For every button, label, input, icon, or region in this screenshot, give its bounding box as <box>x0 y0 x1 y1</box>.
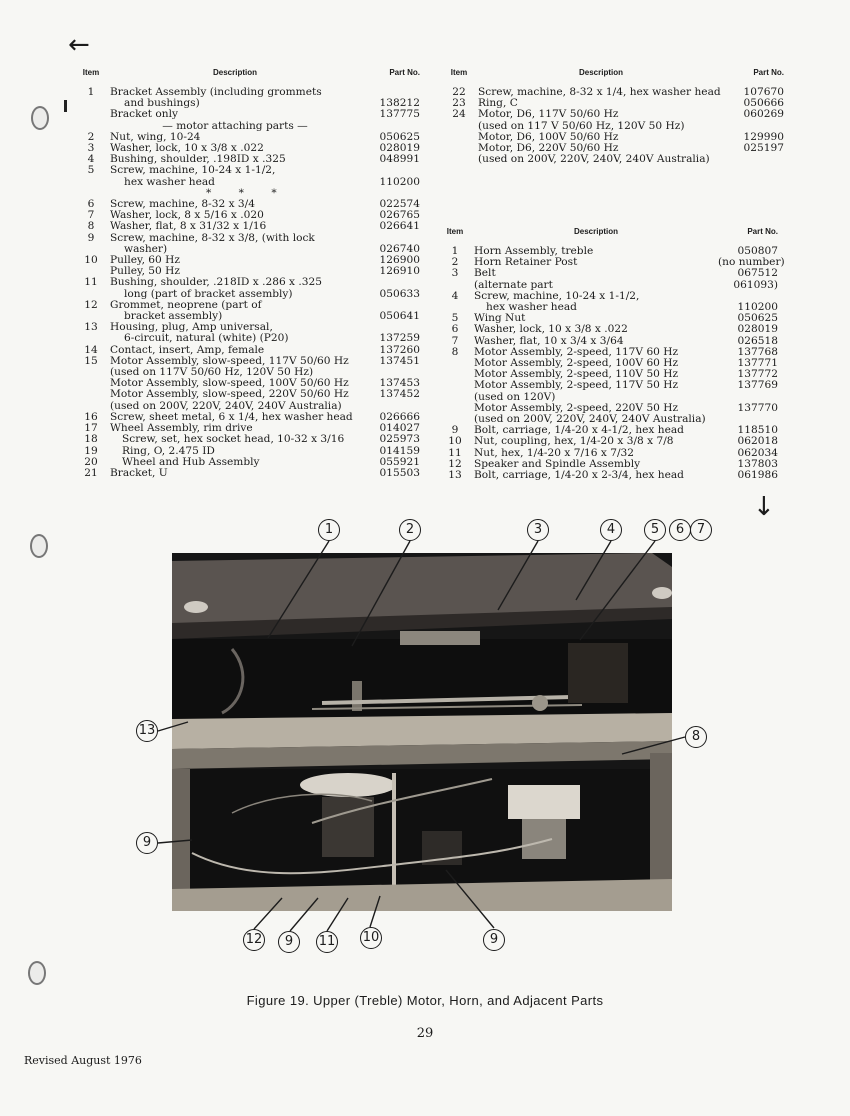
item-number: 5 <box>87 164 95 177</box>
part-number: 126900 <box>379 254 420 267</box>
item-number: 17 <box>84 422 98 435</box>
part-number: (no number) <box>718 256 785 269</box>
item-description: Horn Retainer Post <box>474 257 578 269</box>
item-description: long (part of bracket assembly) <box>124 288 293 300</box>
item-description: Bracket Assembly (including grommets <box>110 87 322 98</box>
item-description: Motor, D6, 100V 50/60 Hz <box>478 131 619 143</box>
part-number: 137803 <box>737 457 778 470</box>
item-description: Screw, machine, 8-32 x 3/8, (with lock <box>110 232 315 244</box>
item-description: Wing Nut <box>474 313 526 325</box>
item-description: Screw, machine, 10-24 x 1-1/2, <box>110 165 276 177</box>
part-number: 126910 <box>379 265 420 278</box>
part-number: 026641 <box>379 220 420 233</box>
item-description: (used on 200V, 220V, 240V, 240V Australia) <box>110 400 342 412</box>
item-description: Washer, lock, 8 x 5/16 x .020 <box>110 210 264 222</box>
item-number: 11 <box>448 446 462 459</box>
part-number: 050633 <box>379 287 420 300</box>
item-description: Speaker and Spindle Assembly <box>474 458 641 470</box>
item-number: 6 <box>451 323 459 336</box>
item-description: Motor Assembly, slow-speed, 220V 50/60 Hz <box>110 389 349 401</box>
callout-3: 3 <box>527 519 549 541</box>
item-description: Pulley, 50 Hz <box>110 266 180 278</box>
item-number: 13 <box>84 321 98 334</box>
item-description: Bolt, carriage, 1/4-20 x 2-3/4, hex head <box>474 470 684 482</box>
item-number: 12 <box>448 457 462 470</box>
callout-6: 6 <box>669 519 691 541</box>
part-number: 028019 <box>737 323 778 336</box>
item-description: Wheel and Hub Assembly <box>122 456 260 468</box>
item-description: Contact, insert, Amp, female <box>110 344 265 356</box>
item-description: Ring, O, 2.475 ID <box>122 445 215 457</box>
item-description: (used on 117 V 50/60 Hz, 120V 50 Hz) <box>478 120 685 132</box>
description-header: Description <box>578 68 623 77</box>
item-number: 20 <box>84 455 98 468</box>
item-description: Housing, plug, Amp universal, <box>110 322 273 334</box>
item-description: Bushing, shoulder, .218ID x .286 x .325 <box>110 277 322 289</box>
item-description: Bolt, carriage, 1/4-20 x 4-1/2, hex head <box>474 425 684 437</box>
part-number: 107670 <box>743 86 784 98</box>
item-description: (alternate part <box>474 279 553 291</box>
part-number: 137260 <box>379 343 420 356</box>
item-number: 7 <box>451 334 459 347</box>
item-number: 9 <box>451 424 459 437</box>
item-description: Bracket only <box>110 109 178 121</box>
part-number: 025197 <box>743 142 784 155</box>
part-number: 137451 <box>379 354 420 367</box>
part-number: 110200 <box>737 301 778 314</box>
figure-caption: Figure 19. Upper (Treble) Motor, Horn, and Adjacent Parts <box>246 993 604 1008</box>
item-description: Motor Assembly, 2-speed, 117V 50 Hz <box>474 380 679 392</box>
callout-13: 13 <box>136 720 158 742</box>
part-number: 118510 <box>737 424 778 437</box>
part-header: Part No. <box>747 227 778 236</box>
callout-2: 2 <box>399 519 421 541</box>
item-number: 8 <box>87 220 95 233</box>
item-number: 3 <box>87 142 95 155</box>
part-number: 061093) <box>733 278 778 291</box>
callout-1: 1 <box>318 519 340 541</box>
item-number: 1 <box>87 86 95 98</box>
item-description: Nut, hex, 1/4-20 x 7/16 x 7/32 <box>474 447 634 459</box>
item-description: Pulley, 60 Hz <box>110 255 180 267</box>
part-number: 025973 <box>379 433 420 446</box>
part-number: 062034 <box>737 446 778 459</box>
item-number: 18 <box>84 433 98 446</box>
item-description: Motor Assembly, 2-speed, 100V 60 Hz <box>474 358 679 370</box>
item-number: 21 <box>84 466 98 479</box>
part-number: 050666 <box>743 97 784 110</box>
item-description: Motor, D6, 220V 50/60 Hz <box>478 143 619 155</box>
part-number: 048991 <box>379 153 420 166</box>
part-header: Part No. <box>753 68 784 77</box>
callout-9: 9 <box>483 929 505 951</box>
item-number: 16 <box>84 410 98 423</box>
part-number: 050625 <box>737 312 778 325</box>
item-description: and bushings) <box>124 98 200 110</box>
item-description: (used on 200V, 220V, 240V, 240V Australia) <box>478 154 710 166</box>
callout-10: 10 <box>360 927 382 949</box>
item-number: 2 <box>87 130 95 143</box>
item-number: 9 <box>87 231 95 244</box>
item-number: 3 <box>451 267 459 280</box>
part-number: 050625 <box>379 130 420 143</box>
item-number: 4 <box>87 153 95 166</box>
part-number: 022574 <box>379 198 420 211</box>
item-description: (used on 117V 50/60 Hz, 120V 50 Hz) <box>110 367 314 379</box>
item-description: hex washer head <box>124 176 215 188</box>
part-number: 026740 <box>379 242 420 255</box>
part-number: 026518 <box>737 334 778 347</box>
item-header: Item <box>450 68 468 77</box>
callout-12: 12 <box>243 929 265 951</box>
item-description: hex washer head <box>486 302 577 314</box>
next-arrow-icon[interactable]: ↓ <box>753 492 775 522</box>
item-number: 6 <box>87 198 95 211</box>
item-description: (used on 120V) <box>474 391 556 403</box>
revision-note: Revised August 1976 <box>24 1054 142 1067</box>
part-number: 060269 <box>743 108 784 121</box>
part-number: 137259 <box>379 332 420 345</box>
item-number: 1 <box>451 245 459 257</box>
item-number: 19 <box>84 444 98 457</box>
item-description: bracket assembly) <box>124 311 223 323</box>
part-number: 137452 <box>379 388 420 401</box>
part-number: 137775 <box>379 108 420 121</box>
item-header: Item <box>446 227 464 236</box>
back-arrow-icon[interactable]: ← <box>68 30 90 60</box>
part-number: 137771 <box>737 357 778 370</box>
part-number: 026666 <box>379 410 420 423</box>
item-number: 15 <box>84 354 98 367</box>
callout-8: 8 <box>685 726 707 748</box>
item-number: 24 <box>452 108 466 121</box>
item-number: 13 <box>448 469 462 482</box>
item-description: Motor Assembly, 2-speed, 220V 50 Hz <box>474 402 679 414</box>
item-description: Motor Assembly, slow-speed, 100V 50/60 Hz <box>110 378 349 390</box>
item-number: 7 <box>87 209 95 222</box>
item-description: Washer, lock, 10 x 3/8 x .022 <box>474 324 628 336</box>
item-number: 4 <box>451 289 459 302</box>
item-description: Motor Assembly, 2-speed, 117V 60 Hz <box>474 346 679 358</box>
description-header: Description <box>573 227 618 236</box>
item-number: 11 <box>84 276 98 289</box>
item-description: (used on 200V, 220V, 240V, 240V Australia) <box>474 414 706 426</box>
item-number: 2 <box>451 256 459 269</box>
part-number: 050641 <box>379 310 420 323</box>
callout-11: 11 <box>316 931 338 953</box>
item-description: Belt <box>474 268 496 280</box>
part-header: Part No. <box>389 68 420 77</box>
item-description: Nut, coupling, hex, 1/4-20 x 3/8 x 7/8 <box>474 436 674 448</box>
callout-9: 9 <box>136 832 158 854</box>
item-number: 22 <box>452 86 466 98</box>
item-description: Ring, C <box>478 98 518 110</box>
part-number: 137772 <box>737 368 778 381</box>
item-description: Motor, D6, 117V 50/60 Hz <box>478 109 619 121</box>
item-number: 10 <box>84 254 98 267</box>
part-number: 014027 <box>379 422 420 435</box>
part-number: 062018 <box>737 435 778 448</box>
callout-7: 7 <box>690 519 712 541</box>
item-description: Horn Assembly, treble <box>474 246 594 257</box>
item-description: Bracket, U <box>110 467 168 479</box>
item-description: Washer, lock, 10 x 3/8 x .022 <box>110 143 264 155</box>
part-number: 015503 <box>379 466 420 479</box>
part-number: 055921 <box>379 455 420 468</box>
part-number: 137768 <box>737 345 778 358</box>
part-number: 138212 <box>379 97 420 110</box>
part-number: 137453 <box>379 377 420 390</box>
item-description: Wheel Assembly, rim drive <box>110 423 253 435</box>
item-description: Screw, machine, 10-24 x 1-1/2, <box>474 290 640 302</box>
item-description: Screw, sheet metal, 6 x 1/4, hex washer head <box>110 411 353 423</box>
item-description: * * * <box>206 187 289 199</box>
item-header: Item <box>82 68 100 77</box>
item-description: Grommet, neoprene (part of <box>110 299 262 311</box>
part-number: 129990 <box>743 130 784 143</box>
callout-4: 4 <box>600 519 622 541</box>
item-number: 8 <box>451 345 459 358</box>
item-number: 23 <box>452 97 466 110</box>
part-number: 110200 <box>379 175 420 188</box>
item-description: Washer, flat, 10 x 3/4 x 3/64 <box>474 335 624 347</box>
item-description: Nut, wing, 10-24 <box>110 131 201 143</box>
item-number: 12 <box>84 298 98 311</box>
part-number: 137770 <box>737 401 778 414</box>
item-description: Motor Assembly, slow-speed, 117V 50/60 Hz <box>110 355 349 367</box>
item-description: Motor Assembly, 2-speed, 110V 50 Hz <box>474 369 679 381</box>
part-number: 067512 <box>737 267 778 280</box>
page-number: 29 <box>416 1026 434 1041</box>
item-number: 14 <box>84 343 98 356</box>
part-number: 137769 <box>737 379 778 392</box>
item-description: 6-circuit, natural (white) (P20) <box>124 333 289 345</box>
part-number: 061986 <box>737 469 778 482</box>
part-number: 028019 <box>379 142 420 155</box>
part-number: 014159 <box>379 444 420 457</box>
item-description: Bushing, shoulder, .198ID x .325 <box>110 154 286 166</box>
item-number: 5 <box>451 312 459 325</box>
item-description: Screw, machine, 8-32 x 3/4 <box>110 199 255 211</box>
item-description: — motor attaching parts — <box>162 120 308 132</box>
item-number: 10 <box>448 435 462 448</box>
callout-5: 5 <box>644 519 666 541</box>
item-description: Screw, machine, 8-32 x 1/4, hex washer head <box>478 87 721 98</box>
item-description: washer) <box>124 243 168 255</box>
description-header: Description <box>212 68 257 77</box>
part-number: 050807 <box>737 245 778 257</box>
item-description: Screw, set, hex socket head, 10-32 x 3/16 <box>122 434 345 446</box>
callout-9: 9 <box>278 931 300 953</box>
item-description: Washer, flat, 8 x 31/32 x 1/16 <box>110 221 267 233</box>
part-number: 026765 <box>379 209 420 222</box>
